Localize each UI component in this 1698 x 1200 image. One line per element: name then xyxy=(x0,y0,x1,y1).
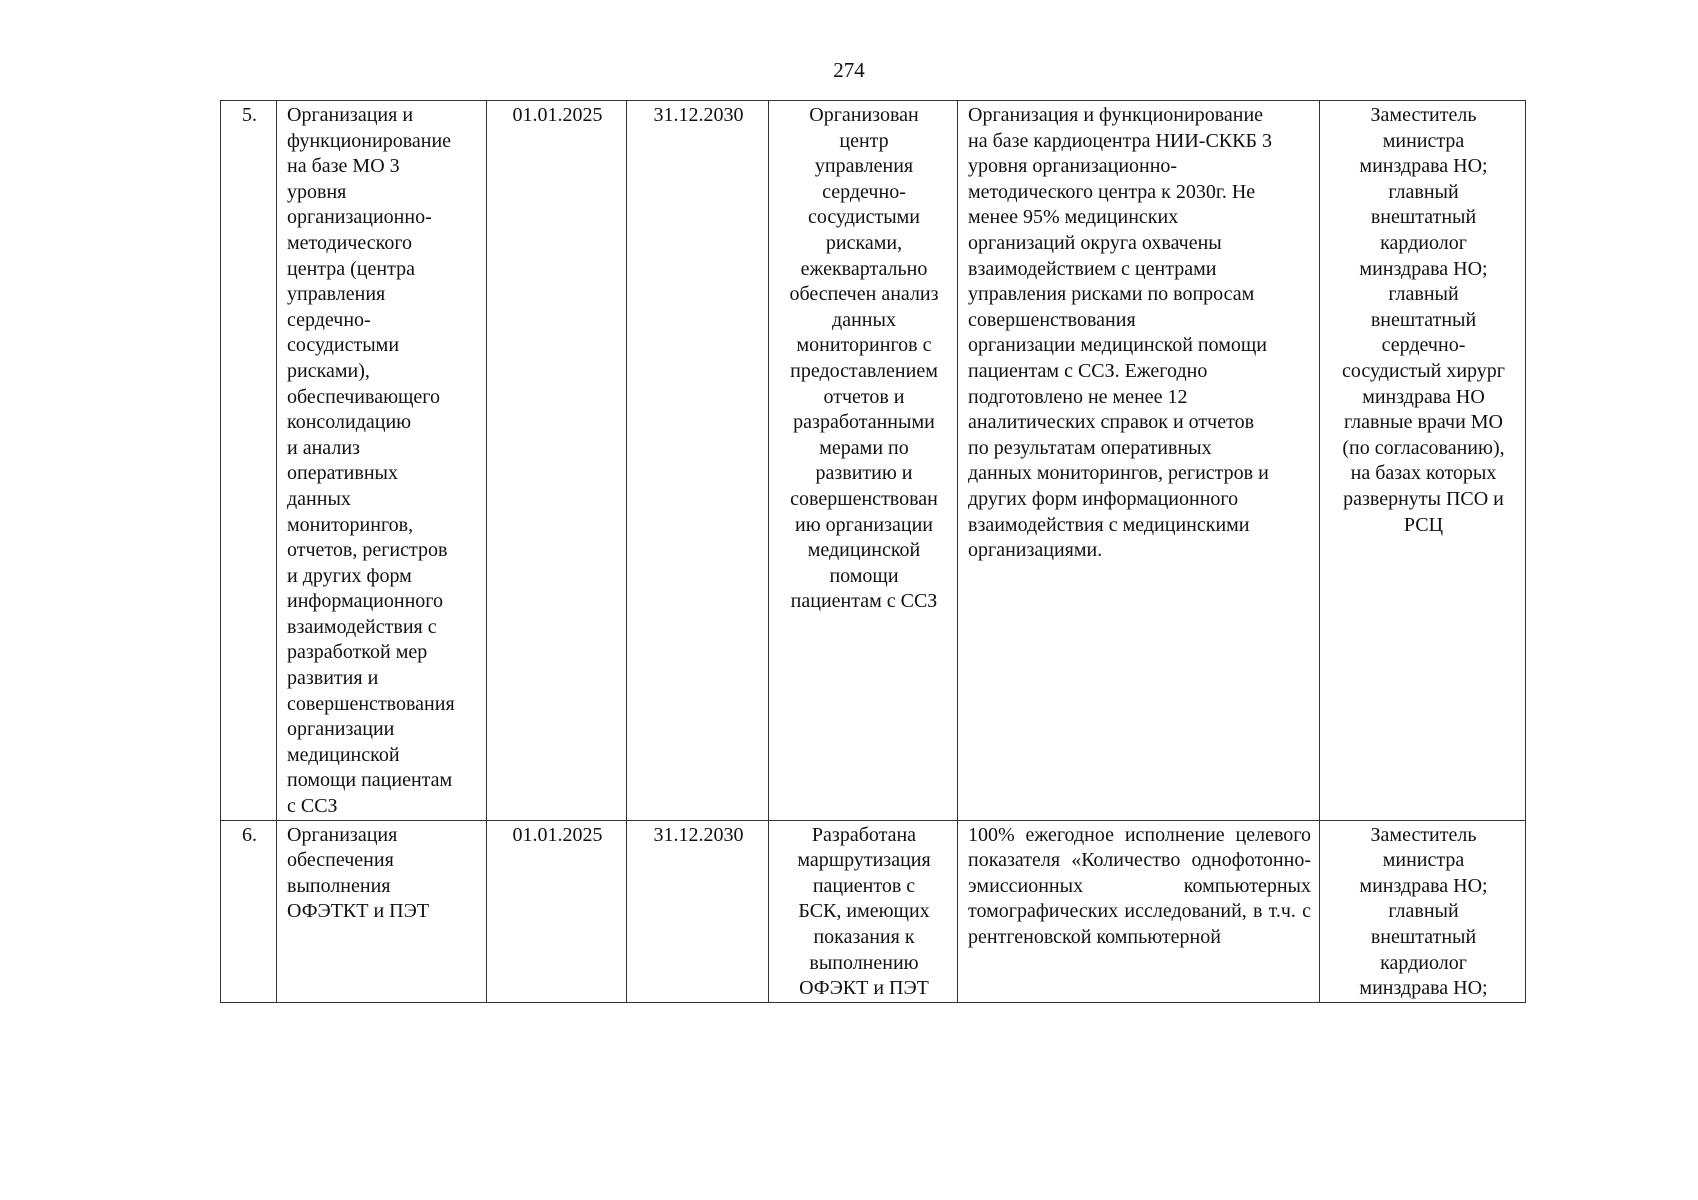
row-number: 5. xyxy=(221,101,277,821)
target-indicator: 100% ежегодное исполнение целевого показателя «Количество однофотонно-эмиссионных компьютерных томографических исследований, в т.ч. с рентгеновской компьютерной xyxy=(968,823,1311,948)
measure-description: Организация и функционирование на базе МО 3 уровня организационно- методического центра (центра управления сердечно- сосудистыми рисками), обеспечивающего консолидацию и анализ оперативных данных мониторингов, отчетов, регистров и других форм информационного взаимодействия с разработкой мер развития и совершенствования организации медицинской помощи пациентам с ССЗ xyxy=(287,104,455,818)
responsible-persons: Заместитель министра минздрава НО; главный внештатный кардиолог минздрава НО; главный внештатный сердечно- сосудистый хирург минздрава НО главные врачи МО (по согласованию), на базах которых развернуты ПСО и РСЦ xyxy=(1341,104,1505,536)
target-indicator: Организация и функционирование на базе кардиоцентра НИИ-СККБ 3 уровня организационно- методического центра к 2030г. Не менее 95% медицинских организаций округа охвачены взаимодействием с центрами управления рисками по вопросам совершенствования организации медицинской помощи пациентам с ССЗ. Ежегодно подготовлено не менее 12 аналитических справок и отчетов по результатам оперативных данных мониторингов, регистров и других форм информационного взаимодействия с медицинскими организациями. xyxy=(968,104,1272,562)
table-row xyxy=(221,101,1526,821)
row-number: 6. xyxy=(221,820,277,1002)
responsible-persons: Заместитель министра минздрава НО; главный внештатный кардиолог минздрава НО; xyxy=(1359,823,1488,1000)
measures-table xyxy=(220,100,1526,1003)
end-date: 31.12.2030 xyxy=(627,101,769,821)
measure-description: Организация обеспечения выполнения ОФЭТКТ и ПЭТ xyxy=(287,823,430,923)
start-date: 01.01.2025 xyxy=(487,101,627,821)
page-number: 274 xyxy=(833,58,865,82)
expected-result: Разработана маршрутизация пациентов с БСК, имеющих показания к выполнению ОФЭКТ и ПЭТ xyxy=(797,823,931,1000)
start-date: 01.01.2025 xyxy=(487,820,627,1002)
table-row xyxy=(221,820,1526,1002)
end-date: 31.12.2030 xyxy=(627,820,769,1002)
expected-result: Организован центр управления сердечно- сосудистыми рисками, ежеквартально обеспечен анализ данных мониторингов с предоставлением отчетов и разработанными мерами по развитию и совершенствован ию организации медицинской помощи пациентам с ССЗ xyxy=(789,104,939,613)
